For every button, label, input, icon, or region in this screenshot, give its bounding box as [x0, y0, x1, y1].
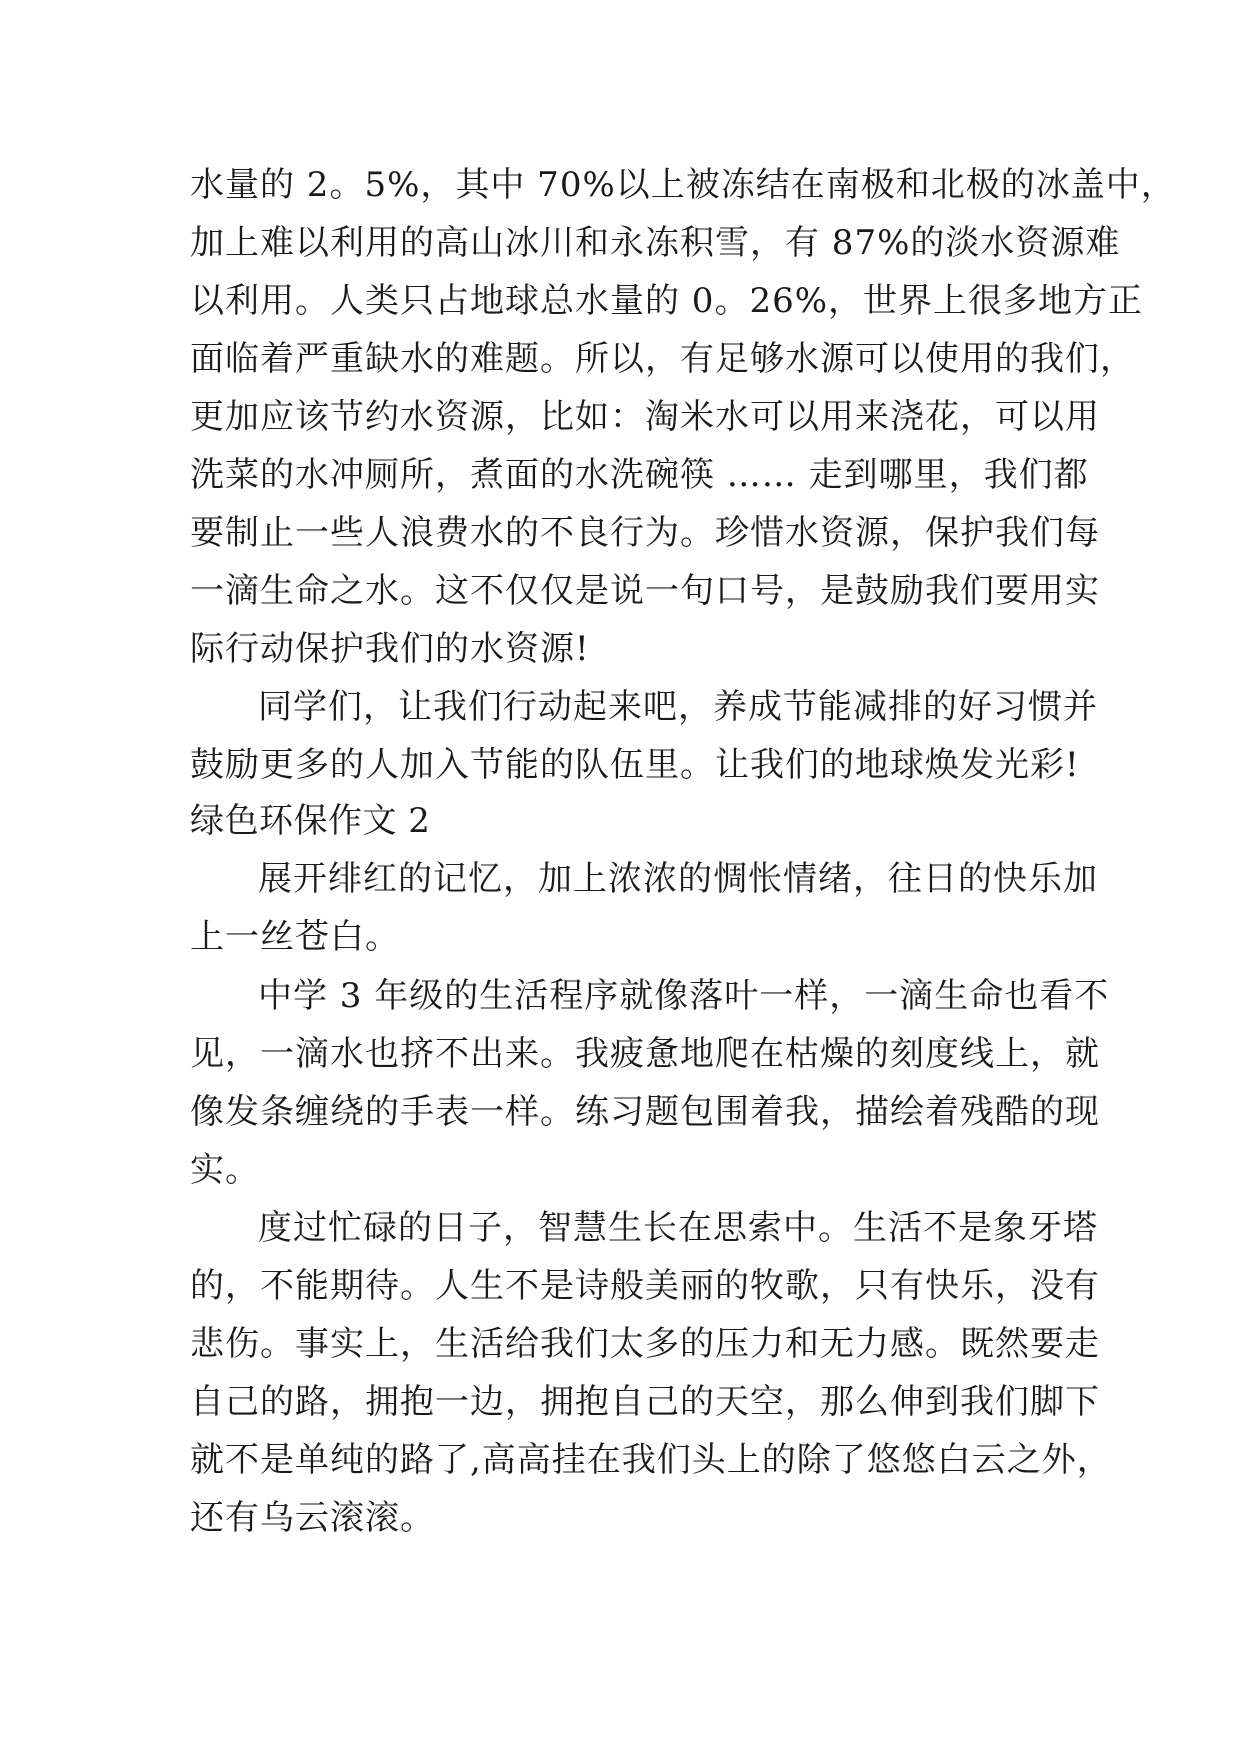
text-line: 像发条缠绕的手表一样。练习题包围着我，描绘着残酷的现 — [190, 1092, 1100, 1132]
text-line: 就不是单纯的路了,高高挂在我们头上的除了悠悠白云之外， — [190, 1440, 1112, 1480]
text-line: 以利用。人类只占地球总水量的 0。26%，世界上很多地方正 — [190, 281, 1144, 321]
text-line: 悲伤。事实上，生活给我们太多的压力和无力感。既然要走 — [190, 1324, 1100, 1364]
text-line: 见，一滴水也挤不出来。我疲惫地爬在枯燥的刻度线上，就 — [190, 1034, 1100, 1074]
paragraph-first-line: 度过忙碌的日子，智慧生长在思索中。生活不是象牙塔 — [258, 1208, 1098, 1248]
text-line: 上一丝苍白。 — [190, 917, 400, 957]
text-line: 更加应该节约水资源，比如：淘米水可以用来浇花，可以用 — [190, 397, 1100, 437]
text-line: 的，不能期待。人生不是诗般美丽的牧歌，只有快乐，没有 — [190, 1266, 1100, 1306]
text-line: 水量的 2。5%，其中 70%以上被冻结在南极和北极的冰盖中， — [190, 165, 1176, 205]
paragraph-first-line: 同学们，让我们行动起来吧，养成节能减排的好习惯并 — [258, 687, 1098, 727]
text-line: 要制止一些人浪费水的不良行为。珍惜水资源，保护我们每 — [190, 513, 1100, 553]
paragraph-first-line: 展开绯红的记忆，加上浓浓的惆怅情绪，往日的快乐加 — [258, 859, 1098, 899]
text-line: 自己的路，拥抱一边，拥抱自己的天空，那么伸到我们脚下 — [190, 1382, 1100, 1422]
text-line: 还有乌云滚滚。 — [190, 1498, 435, 1538]
text-line: 一滴生命之水。这不仅仅是说一句口号，是鼓励我们要用实 — [190, 571, 1100, 611]
text-line: 加上难以利用的高山冰川和永冻积雪，有 87%的淡水资源难 — [190, 223, 1121, 263]
section-heading: 绿色环保作文 2 — [190, 801, 431, 841]
text-line: 际行动保护我们的水资源! — [190, 629, 590, 669]
text-line: 洗菜的水冲厕所，煮面的水洗碗筷 …… 走到哪里，我们都 — [190, 455, 1089, 495]
text-line: 鼓励更多的人加入节能的队伍里。让我们的地球焕发光彩! — [190, 745, 1080, 785]
paragraph-first-line: 中学 3 年级的生活程序就像落叶一样，一滴生命也看不 — [258, 976, 1110, 1016]
text-line: 实。 — [190, 1150, 260, 1190]
text-line: 面临着严重缺水的难题。所以，有足够水源可以使用的我们， — [190, 339, 1135, 379]
